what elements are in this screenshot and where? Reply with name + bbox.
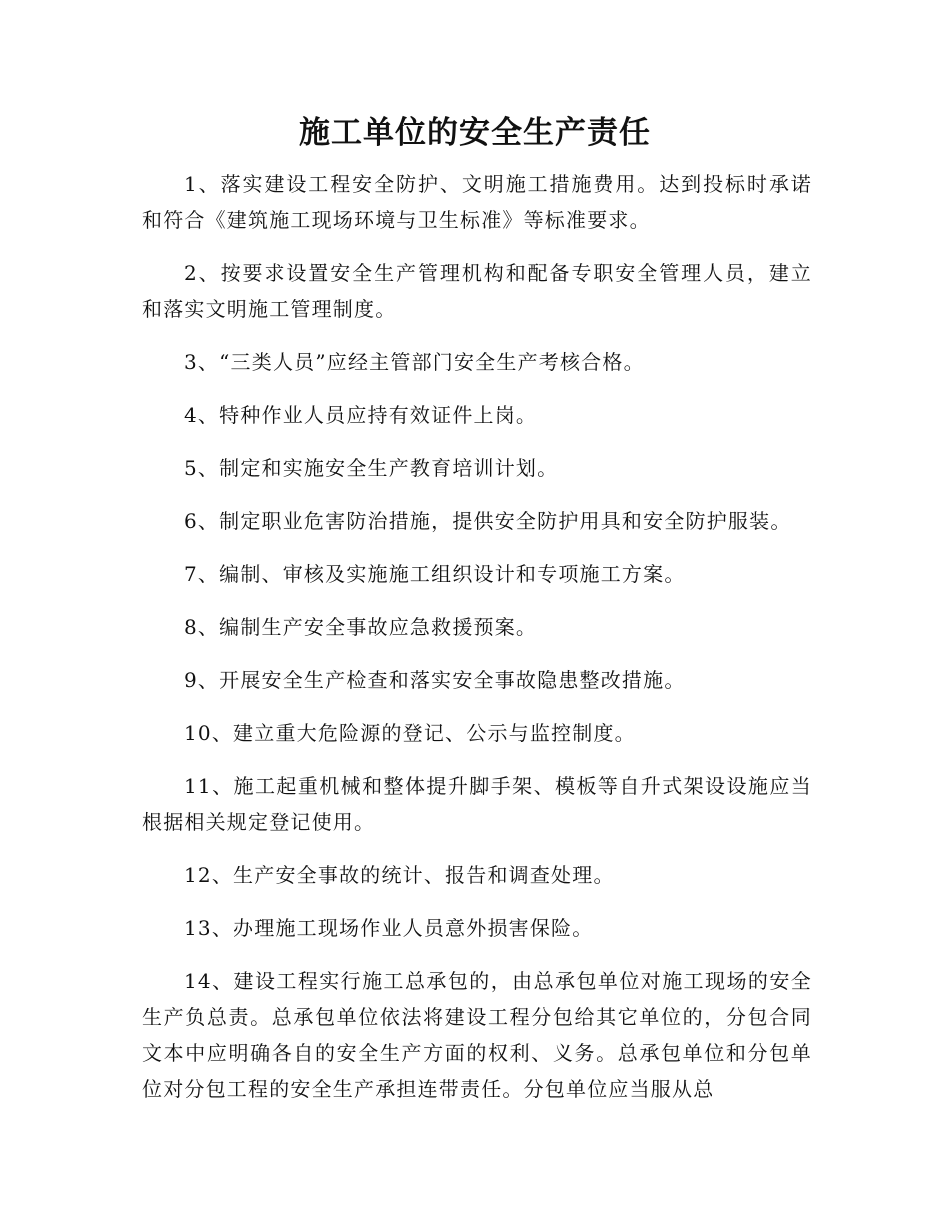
paragraph-7: 7、编制、审核及实施施工组织设计和专项施工方案。 [184,562,686,586]
document-body [142,166,812,1123]
paragraph-13: 13、办理施工现场作业人员意外损害保险。 [184,916,594,940]
document-title: 施工单位的安全生产责任 [299,115,651,151]
paragraph-9: 9、开展安全生产检查和落实安全事故隐患整改措施。 [184,668,686,692]
paragraph-5: 5、制定和实施安全生产教育培训计划。 [184,456,559,480]
paragraph-12: 12、生产安全事故的统计、报告和调查处理。 [184,863,615,887]
paragraph-6: 6、制定职业危害防治措施，提供安全防护用具和安全防护服装。 [184,509,792,533]
paragraph-3: 3、“三类人员”应经主管部门安全生产考核合格。 [184,350,645,374]
paragraph-14: 14、建设工程实行施工总承包的，由总承包单位对施工现场的安全生产负总责。总承包单位依法将建设工程分包给其它单位的，分包合同文本中应明确各自的安全生产方面的权利、义务。总承包单位和分包单位对分包工程的安全生产承担连带责任。分包单位应当服从总 [142,969,812,1101]
paragraph-2: 2、按要求设置安全生产管理机构和配备专职安全管理人员，建立和落实文明施工管理制度。 [142,261,812,321]
paragraph-10: 10、建立重大危险源的登记、公示与监控制度。 [184,721,636,745]
paragraph-11: 11、施工起重机械和整体提升脚手架、模板等自升式架设设施应当根据相关规定登记使用。 [142,774,812,834]
paragraph-4: 4、特种作业人员应持有效证件上岗。 [184,403,538,427]
paragraph-1: 1、落实建设工程安全防护、文明施工措施费用。达到投标时承诺和符合《建筑施工现场环境与卫生标准》等标准要求。 [142,172,812,232]
paragraph-8: 8、编制生产安全事故应急救援预案。 [184,615,538,639]
